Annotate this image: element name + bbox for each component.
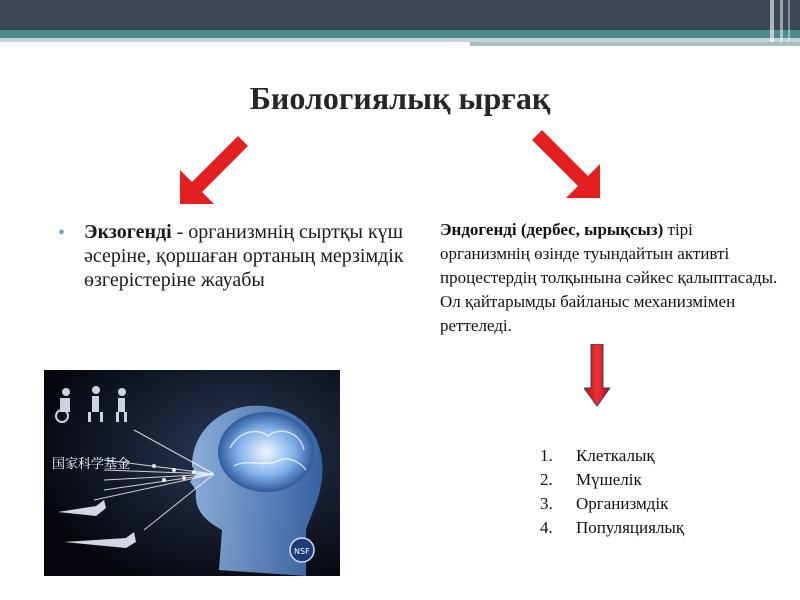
- endogenous-term: Эндогенді (дербес, ырықсыз): [440, 220, 664, 239]
- endogenous-description: тірі организмнің өзінде туындайтын активті процестердің толқынына сәйкес қалыптасады. Ол қайтарымды байланыс механизмімен реттеледі.: [440, 220, 778, 335]
- arrow-left-icon: [172, 132, 252, 212]
- chinese-caption: 国家科学基金: [52, 457, 131, 472]
- endogenous-text: [440, 218, 780, 338]
- bullet-icon: •: [58, 222, 66, 244]
- nsf-logo-text: NSF: [294, 547, 310, 556]
- exogenous-text: [84, 220, 404, 292]
- list-item: 4. Популяциялық: [540, 518, 685, 537]
- arrow-right-icon: [528, 126, 608, 206]
- exogenous-term: Экзогенді: [84, 221, 172, 243]
- brain-rhythm-image: [44, 370, 340, 576]
- arrow-down-icon: [584, 344, 610, 408]
- list-item: 3. Организмдік: [540, 494, 669, 513]
- levels-list: [540, 444, 684, 540]
- list-item: 2. Мүшелік: [540, 470, 642, 489]
- exogenous-description: - организмнің сыртқы күш әсеріне, қоршаған ортаның мерзімдік өзгерістеріне жауабы: [84, 221, 404, 291]
- top-decor-bar: [0, 0, 800, 52]
- list-item: 1. Клеткалық: [540, 446, 655, 465]
- slide-title: Биологиялық ырғақ: [249, 80, 551, 116]
